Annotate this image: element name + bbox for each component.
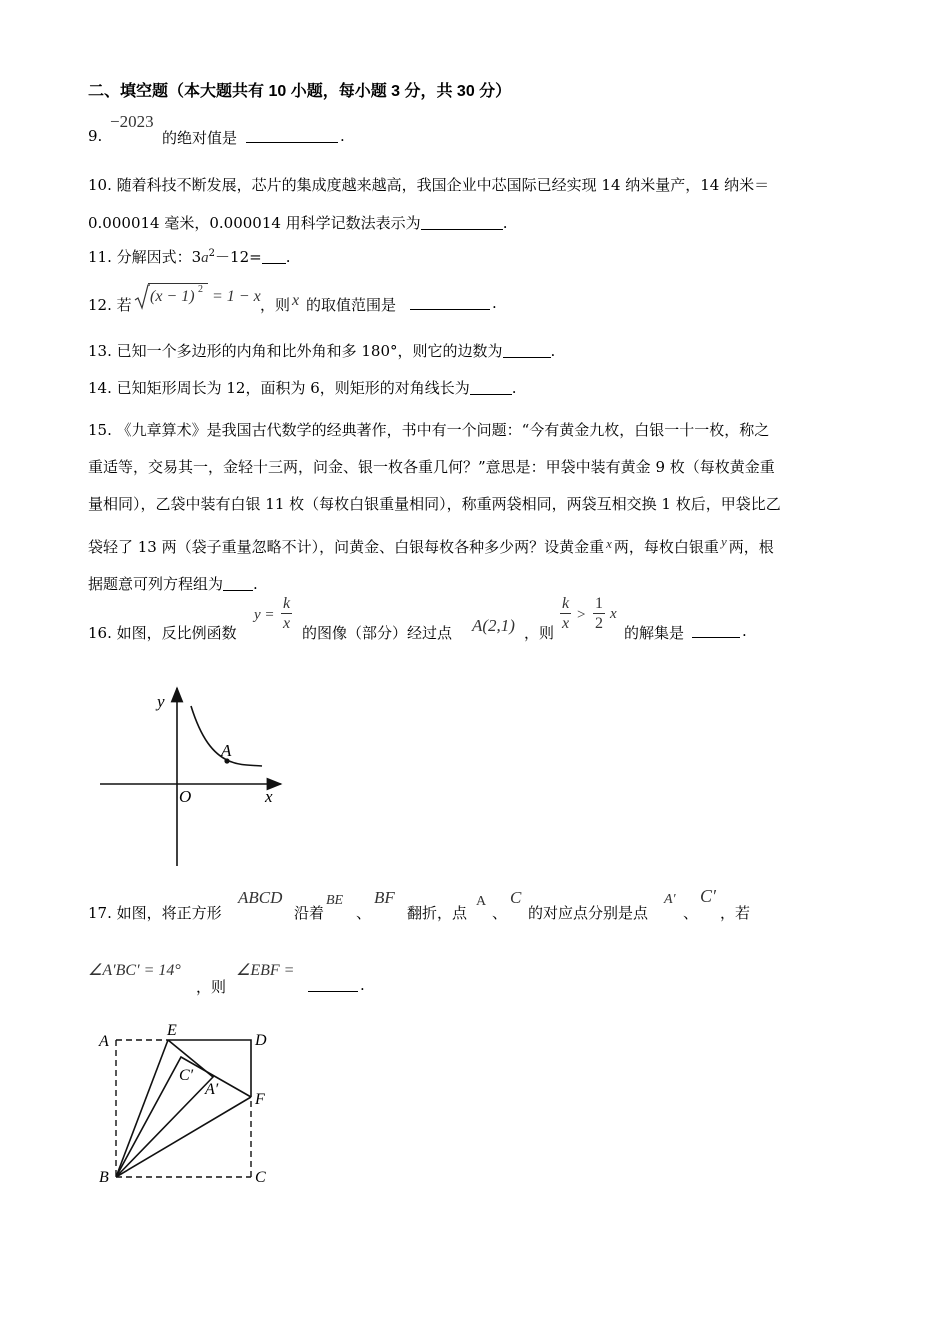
- equation-rhs: = 1 − x: [212, 288, 261, 305]
- question-text: 13. 已知一个多边形的内角和比外角和多 180°，则它的边数为: [88, 342, 503, 360]
- question-text: 14. 已知矩形周长为 12，面积为 6，则矩形的对角线长为: [88, 379, 470, 397]
- math-expression: −2023: [110, 112, 154, 131]
- section-title: 二、填空题（本大题共有 10 小题，每小题 3 分，共 30 分）: [88, 83, 512, 100]
- answer-blank[interactable]: [503, 342, 551, 358]
- answer-blank[interactable]: [262, 248, 286, 264]
- question-13: 13. 已知一个多边形的内角和比外角和多 180°，则它的边数为 .: [88, 342, 556, 360]
- label-f: F: [255, 1091, 265, 1108]
- question-17-line2: ∠A′BC′ = 14° ，则 ∠EBF = .: [88, 962, 365, 996]
- label-d: D: [255, 1032, 267, 1049]
- fold-line-be: [116, 1040, 168, 1177]
- question-17: 17. 如图，将正方形 ABCD 沿着 BE 、 BF 翻折，点 A 、 C 的对应点分别是点 A′ 、 C′ ，若: [88, 886, 751, 922]
- point-label: A(2,1): [472, 616, 515, 635]
- answer-blank[interactable]: [470, 379, 512, 395]
- answer-blank[interactable]: [308, 976, 358, 992]
- square-fold-figure: [95, 1022, 285, 1192]
- asked-angle: ∠EBF =: [236, 962, 295, 979]
- answer-blank[interactable]: [223, 575, 253, 591]
- question-number: 9.: [88, 127, 103, 145]
- question-9: 9. −2023 的绝对值是 .: [88, 112, 345, 147]
- origin-label: O: [179, 787, 192, 806]
- question-text-line2: 0.000014 毫米，0.000014 用科学记数法表示为: [88, 214, 421, 232]
- question-text: 的绝对值是: [162, 129, 238, 147]
- y-axis-label: y: [157, 692, 165, 711]
- label-c-prime: C′: [179, 1067, 194, 1084]
- folded-edge-a: [116, 1040, 213, 1177]
- label-a: A: [99, 1033, 109, 1050]
- fraction-k-over-x: $\frac{k}{x}$: [562, 595, 570, 632]
- question-12: 12. 若 (x − 1) 2 = 1 − x ，则 x 的取值范围是 .: [88, 284, 497, 314]
- question-15: 15. 《九章算术》是我国古代数学的经典著作，书中有一个问题：“今有黄金九枚，白银一十一枚，称之 重适等，交易其一，金轻十三两，问金、银一枚各重几何？”意思是：甲袋中装有黄金 9 枚（每枚黄金重 量相同），乙袋中装有白银 11 枚（每枚白银重量相同），称重两袋相同，两袋互相交换 1 枚后，甲袋比乙 袋轻了 13 两（袋子重量忽略不计），问黄金、白银每枚各种多少两？设黄金重 x 两，每枚白银重 y 两，根 据题意可列方程组为 .: [88, 421, 781, 593]
- answer-blank[interactable]: [692, 622, 740, 638]
- question-14: 14. 已知矩形周长为 12，面积为 6，则矩形的对角线长为 .: [88, 379, 517, 397]
- question-text-line1: 10. 随着科技不断发展，芯片的集成度越来越高，我国企业中芯国际已经实现 14 纳米量产，14 纳米＝: [88, 176, 770, 194]
- answer-blank[interactable]: [421, 214, 503, 230]
- radicand: (x − 1): [150, 288, 195, 305]
- square-label: ABCD: [238, 888, 283, 907]
- x-axis-label: x: [265, 787, 273, 806]
- answer-blank[interactable]: [410, 294, 490, 310]
- given-angle: ∠A′BC′ = 14°: [88, 962, 181, 979]
- label-c: C: [255, 1169, 266, 1186]
- fold-line-bf: [116, 1097, 251, 1177]
- hyperbola-graph: [95, 680, 295, 870]
- question-16: 16. 如图，反比例函数 y = $\frac{k}{x}$ 的图像（部分）经过点 A(2,1) ，则 $\frac{k}{x}$ > $\frac{1}{2}$ x 的解集是 .: [88, 595, 747, 642]
- point-a-label: A: [221, 741, 232, 760]
- fraction-one-half: $\frac{1}{2}$: [595, 595, 603, 632]
- label-e: E: [167, 1022, 177, 1039]
- question-10: 10. 随着科技不断发展，芯片的集成度越来越高，我国企业中芯国际已经实现 14 纳米量产，14 纳米＝ 0.000014 毫米，0.000014 用科学记数法表示为 .: [88, 176, 770, 232]
- label-a-prime: A′: [205, 1081, 219, 1098]
- sqrt-sign: [134, 283, 150, 311]
- answer-blank[interactable]: [246, 127, 338, 143]
- question-11: 11. 分解因式：$3a^2-12=$ .: [88, 248, 291, 266]
- fraction-k-over-x: $\frac{k}{x}$: [283, 595, 291, 632]
- question-text: 11. 分解因式：: [88, 248, 192, 266]
- label-b: B: [99, 1169, 109, 1186]
